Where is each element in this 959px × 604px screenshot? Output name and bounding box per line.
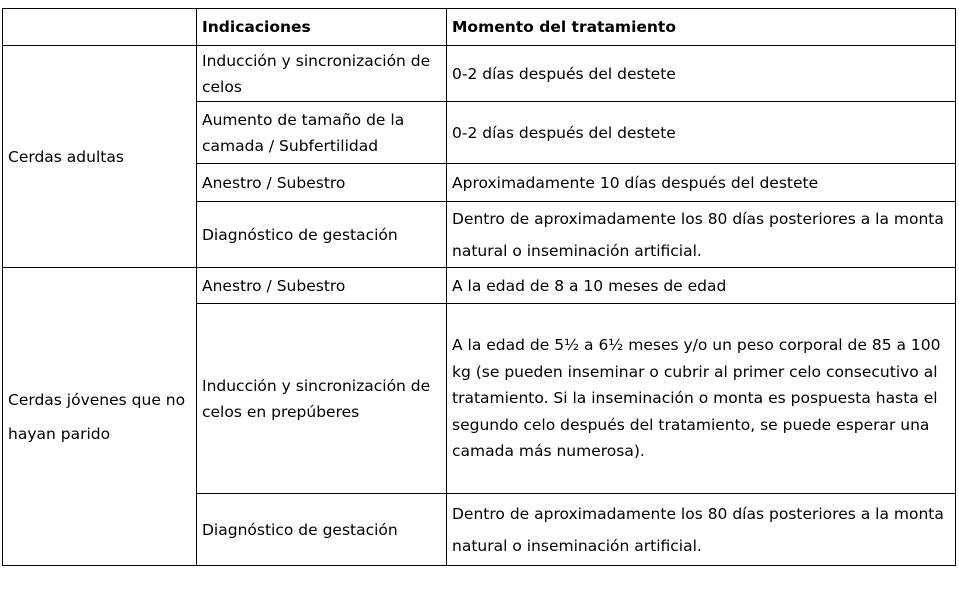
indication-cell: Inducción y sincronización de celos en prepúberes: [197, 304, 447, 494]
timing-cell: Dentro de aproximadamente los 80 días posteriores a la monta natural o inseminación artificial.: [447, 494, 956, 566]
timing-cell: A la edad de 8 a 10 meses de edad: [447, 268, 956, 304]
header-blank-cell: [3, 9, 197, 46]
timing-cell: A la edad de 5½ a 6½ meses y/o un peso corporal de 85 a 100 kg (se pueden inseminar o cubrir al primer celo consecutivo al tratamiento. Si la inseminación o monta es pospuesta hasta el segundo celo después del tratamiento, se puede esperar una camada más numerosa).: [447, 304, 956, 494]
indication-cell: Anestro / Subestro: [197, 164, 447, 202]
table-row: [3, 268, 956, 304]
header-momento: Momento del tratamiento: [447, 9, 956, 46]
timing-cell: Aproximadamente 10 días después del destete: [447, 164, 956, 202]
timing-cell: Dentro de aproximadamente los 80 días posteriores a la monta natural o inseminación artificial.: [447, 202, 956, 268]
group-label-cerdas-adultas: Cerdas adultas: [3, 46, 197, 268]
indication-cell: Anestro / Subestro: [197, 268, 447, 304]
indication-cell: Diagnóstico de gestación: [197, 202, 447, 268]
timing-cell: 0-2 días después del destete: [447, 102, 956, 164]
treatment-table: [2, 8, 956, 566]
header-indicaciones: Indicaciones: [197, 9, 447, 46]
indication-cell: Aumento de tamaño de la camada / Subfertilidad: [197, 102, 447, 164]
group-label-cerdas-jovenes: Cerdas jóvenes que no hayan parido: [3, 268, 197, 566]
table-row: [3, 46, 956, 102]
header-row: [3, 9, 956, 46]
timing-cell: 0-2 días después del destete: [447, 46, 956, 102]
indication-cell: Diagnóstico de gestación: [197, 494, 447, 566]
indication-cell: Inducción y sincronización de celos: [197, 46, 447, 102]
